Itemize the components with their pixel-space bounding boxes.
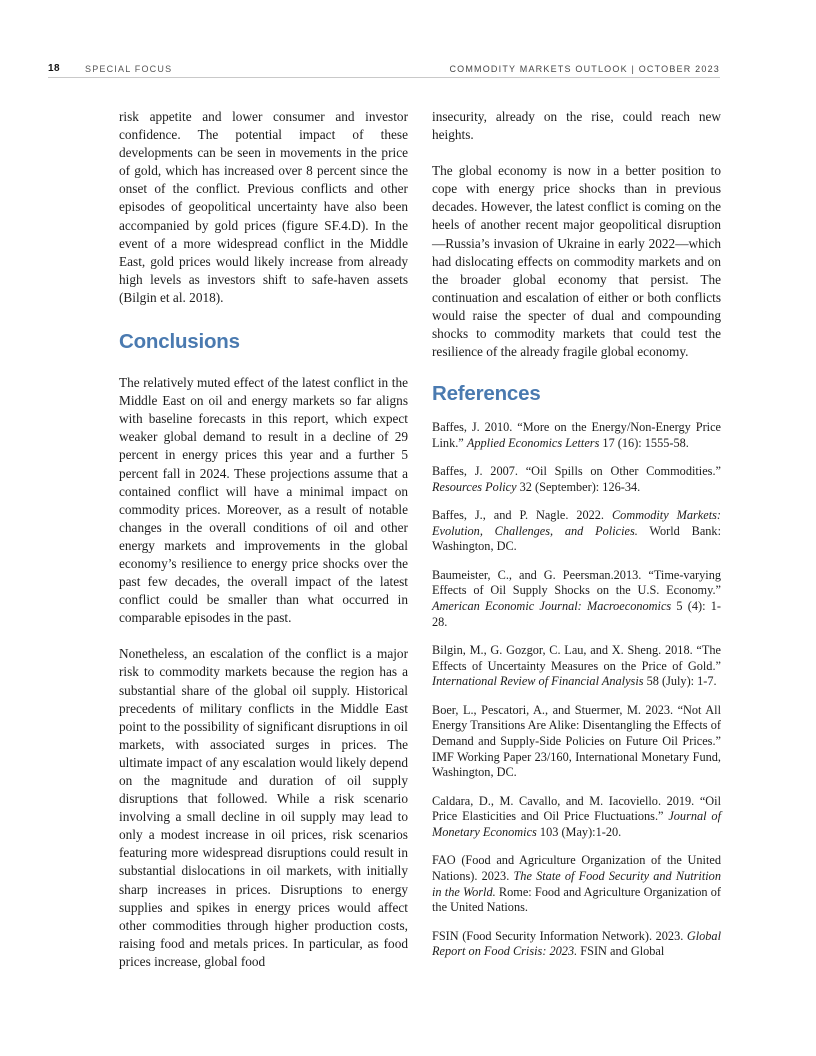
reference-entry: Baffes, J. 2007. “Oil Spills on Other Commodities.” Resources Policy 32 (September): 126-34.: [432, 464, 721, 494]
body-paragraph: The relatively muted effect of the latest conflict in the Middle East on oil and energy markets so far aligns with baseline forecasts in this report, which expect weaker global demand to result in a decline of 29 percent in energy prices this year and a further 5 percent fall in 2024. These projections assume that a contained conflict will have a minimal impact on commodity prices. Moreover, as a result of notable changes in the overall conditions of oil and other energy markets and improvements in the global economy’s resilience to energy price shocks over the past few decades, the overall impact of the latest conflict could be smaller than what occurred in comparable episodes in the past.: [119, 375, 408, 626]
reference-entry: Baumeister, C., and G. Peersman.2013. “Time-varying Effects of Oil Supply Shocks on the U.S. Economy.” American Economic Journal: Macroeconomics 5 (4): 1-28.: [432, 567, 721, 629]
reference-entry: FSIN (Food Security Information Network). 2023. Global Report on Food Crisis: 2023. FSIN and Global: [432, 928, 721, 959]
body-paragraph: The global economy is now in a better position to cope with energy price shocks than in previous decades. However, the latest conflict is coming on the heels of another recent major geopolitical disruption—Russia’s invasion of Ukraine in early 2022—which had dislocating effects on commodity markets and on the broader global economy that persist. The continuation and escalation of either or both conflicts would raise the specter of dual and compounding shocks to commodity markets that could test the resilience of the already fragile global economy.: [432, 163, 721, 360]
references-list: [432, 420, 721, 960]
body-paragraph: Nonetheless, an escalation of the conflict is a major risk to commodity markets because the region has a substantial share of the global oil supply. Historical precedents of military conflicts in the Middle East point to the possibility of significant disruptions in oil markets, with associated surges in prices. The ultimate impact of any escalation would likely depend on the magnitude and duration of oil supply disruptions that followed. While a risk scenario involving a small decline in oil supply may lead to only a modest increase in oil prices, risk scenarios featuring more widespread disruptions could result in substantial dislocations in oil markets, with initially sharp increases in prices. Disruptions to energy supplies and spikes in energy prices would affect other commodities through higher production costs, raising food and metals prices. In particular, as food prices increase, global food: [119, 646, 408, 969]
reference-entry: Bilgin, M., G. Gozgor, C. Lau, and X. Sheng. 2018. “The Effects of Uncertainty Measures on the Price of Gold.” International Review of Financial Analysis 58 (July): 1-7.: [432, 642, 721, 689]
header-rule: [48, 77, 720, 78]
references-heading: References: [432, 382, 541, 406]
reference-entry: Boer, L., Pescatori, A., and Stuermer, M. 2023. “Not All Energy Transitions Are Alike: Disentangling the Effects of Demand and Supply-Side Policies on Future Oil Prices.” IMF Working Paper 23/160, International Monetary Fund, Washington, DC.: [432, 702, 721, 780]
reference-entry: FAO (Food and Agriculture Organization of the United Nations). 2023. The State of Food Security and Nutrition in the World. Rome: Food and Agriculture Organization of the United Nations.: [432, 853, 721, 915]
body-paragraph: insecurity, already on the rise, could reach new heights.: [432, 109, 721, 143]
right-column: [432, 108, 721, 972]
body-paragraph: risk appetite and lower consumer and investor confidence. The potential impact of these developments can be seen in movements in the price of gold, which has increased over 8 percent since the onset of the conflict. Previous conflicts and other episodes of geopolitical uncertainty have also been accompanied by gold prices (figure SF.4.D). In the event of a more widespread conflict in the Middle East, gold prices would likely increase from already high levels as investors shift to safe-haven assets (Bilgin et al. 2018).: [119, 109, 408, 305]
reference-entry: Baffes, J., and P. Nagle. 2022. Commodity Markets: Evolution, Challenges, and Policies. World Bank: Washington, DC.: [432, 508, 722, 554]
conclusions-heading: Conclusions: [119, 330, 240, 354]
left-column: [119, 108, 408, 971]
reference-entry: Baffes, J. 2010. “More on the Energy/Non-Energy Price Link.” Applied Economics Letters 17 (16): 1555-58.: [432, 420, 721, 450]
section-label: SPECIAL FOCUS: [85, 64, 173, 74]
page-number: 18: [48, 63, 61, 74]
reference-entry: Caldara, D., M. Cavallo, and M. Iacoviello. 2019. “Oil Price Elasticities and Oil Price Fluctuations.” Journal of Monetary Economics 103 (May):1-20.: [432, 793, 721, 839]
publication-title: COMMODITY MARKETS OUTLOOK | OCTOBER 2023: [449, 64, 720, 74]
